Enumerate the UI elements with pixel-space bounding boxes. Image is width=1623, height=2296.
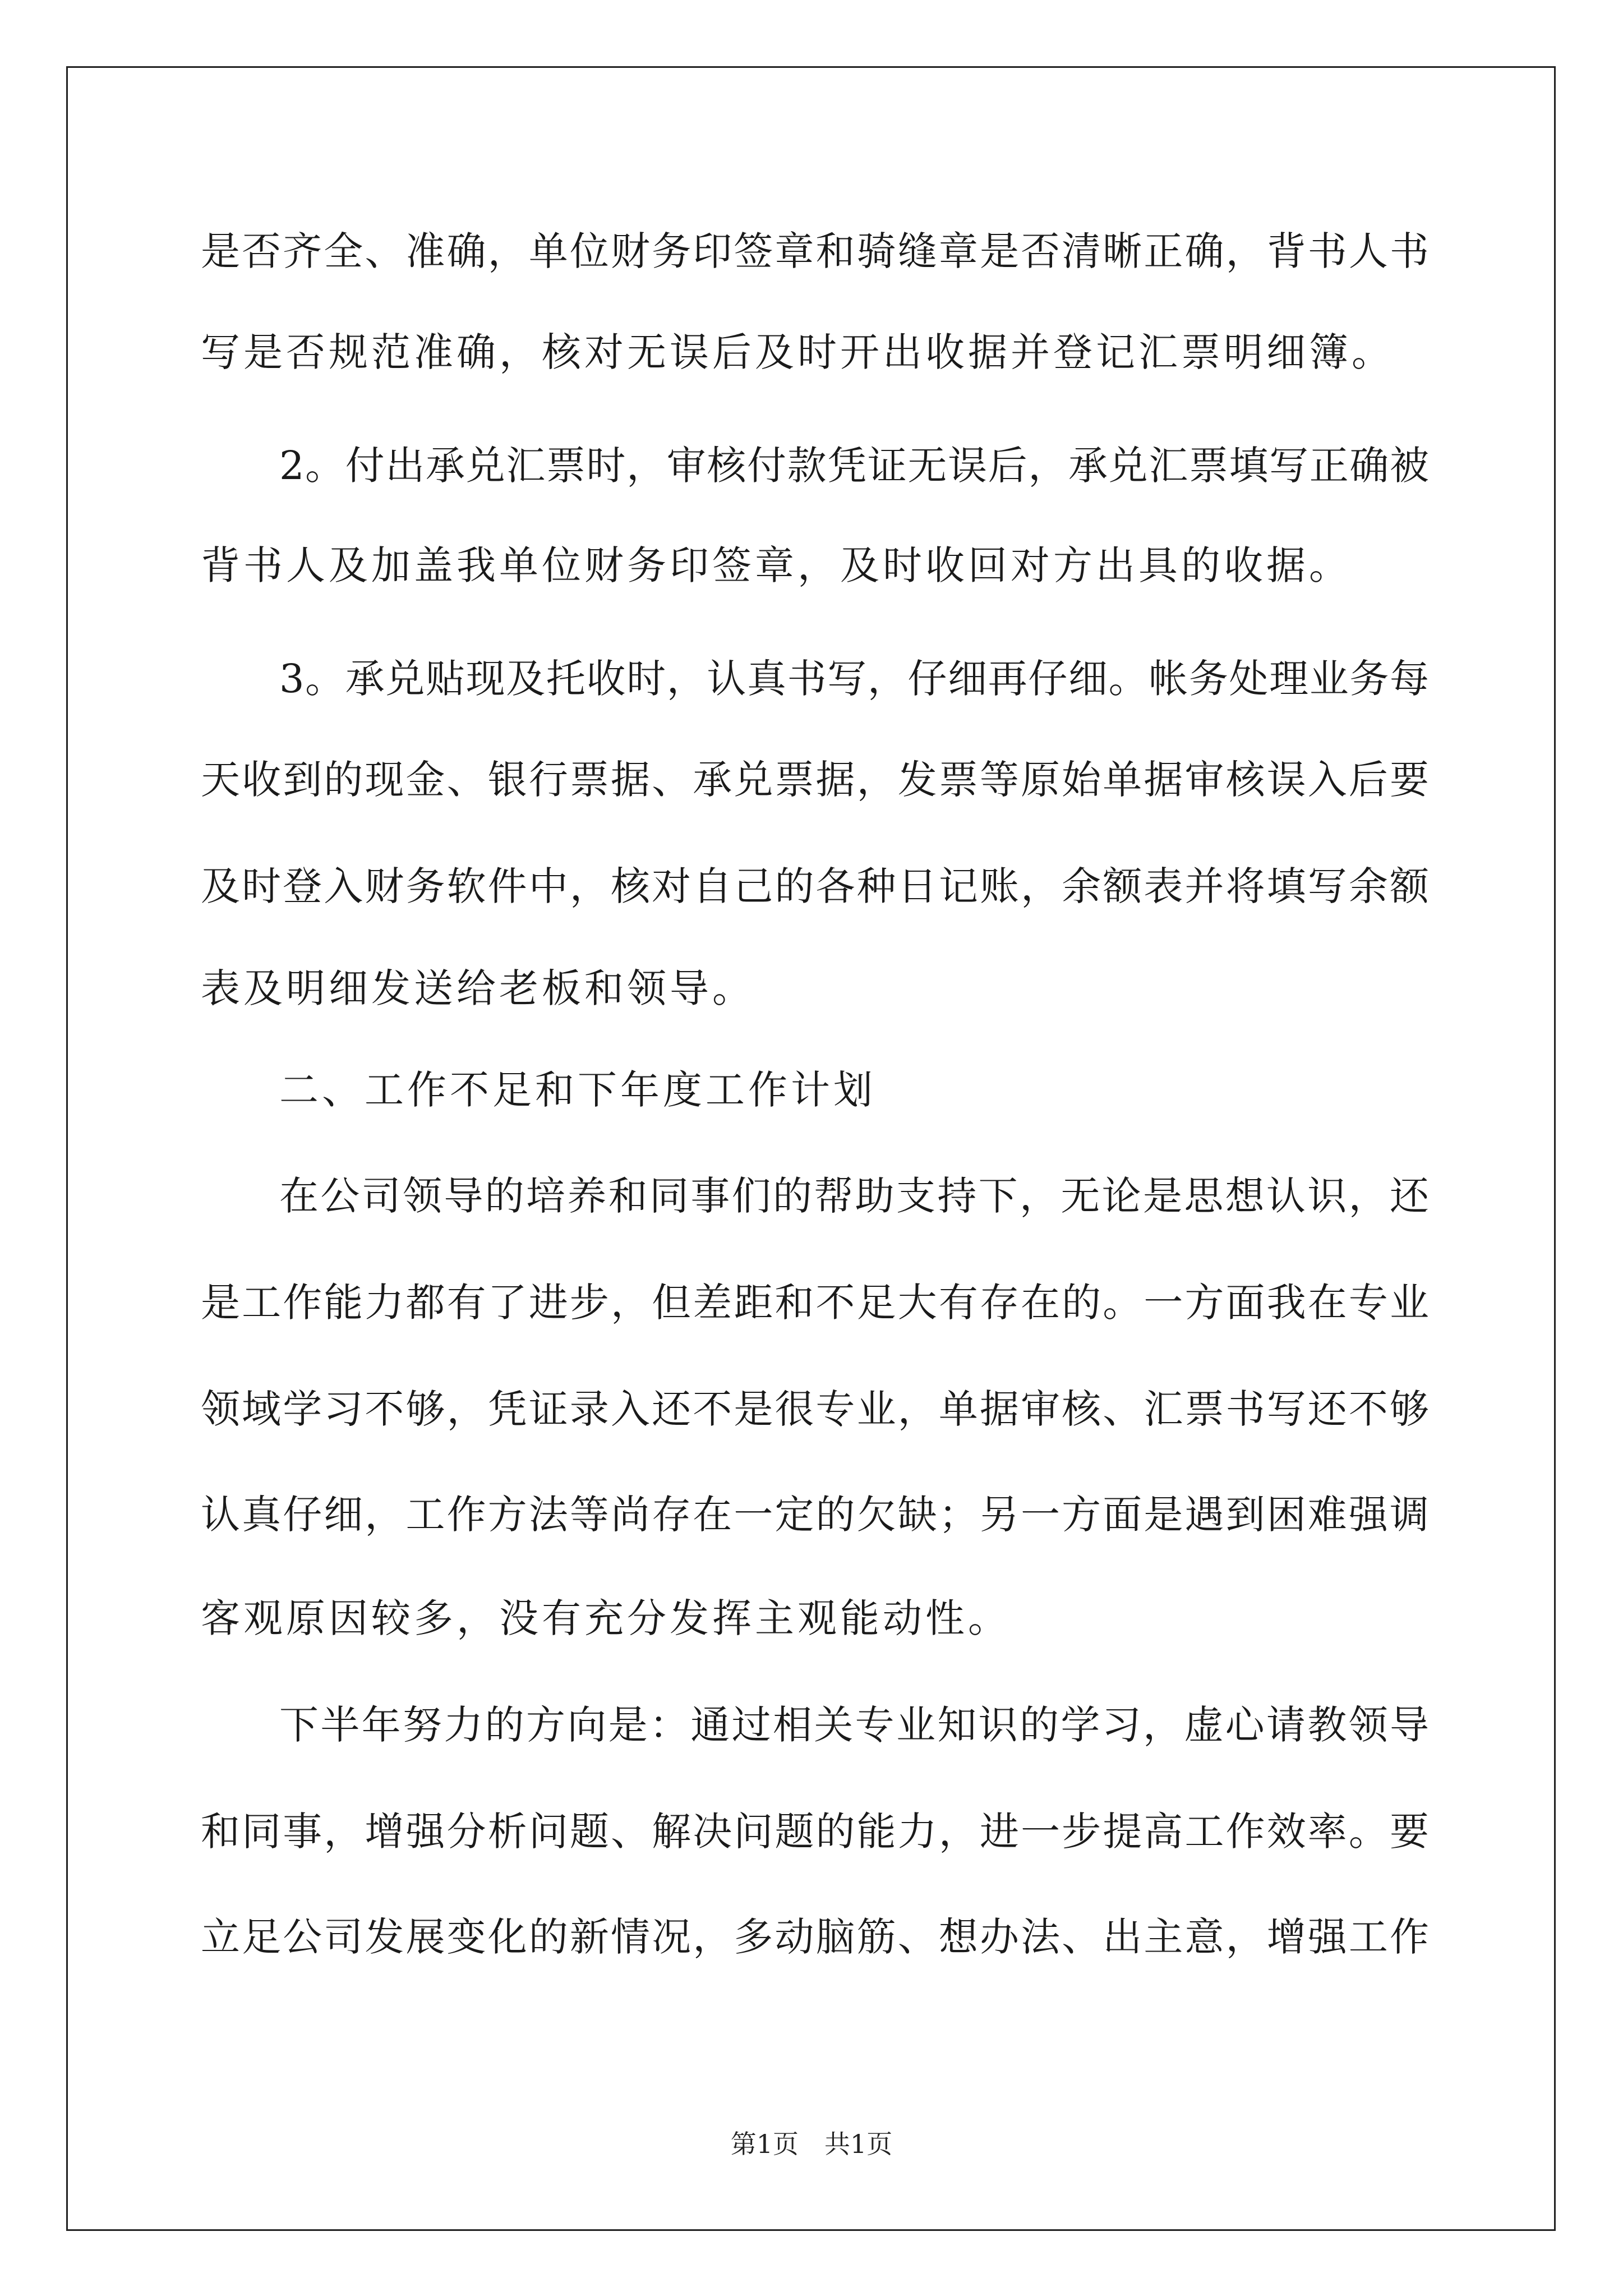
section-heading: 二、工作不足和下年度工作计划 <box>279 1067 876 1113</box>
body-line-4: 背书人及加盖我单位财务印签章，及时收回对方出具的收据。 <box>201 542 1352 588</box>
page-border <box>66 66 1556 2231</box>
body-line-3: 2。付出承兑汇票时，审核付款凭证无误后，承兑汇票填写正确被 <box>279 443 1429 489</box>
body-line-15: 下半年努力的方向是：通过相关专业知识的学习，虚心请教领导 <box>279 1702 1429 1748</box>
body-line-1: 是否齐全、准确，单位财务印签章和骑缝章是否清晰正确，背书人书 <box>201 228 1429 274</box>
body-line-2: 写是否规范准确，核对无误后及时开出收据并登记汇票明细簿。 <box>201 329 1394 375</box>
body-line-12: 领域学习不够，凭证录入还不是很专业，单据审核、汇票书写还不够 <box>201 1386 1429 1432</box>
body-line-14: 客观原因较多，没有充分发挥主观能动性。 <box>201 1595 1011 1641</box>
body-line-6: 天收到的现金、银行票据、承兑票据，发票等原始单据审核误入后要 <box>201 757 1429 803</box>
page-footer: 第1页 共1页 <box>730 2129 893 2159</box>
body-line-5: 3。承兑贴现及托收时，认真书写，仔细再仔细。帐务处理业务每 <box>279 656 1429 702</box>
body-line-7: 及时登入财务软件中，核对自己的各种日记账，余额表并将填写余额 <box>201 863 1429 909</box>
body-line-10: 在公司领导的培养和同事们的帮助支持下，无论是思想认识，还 <box>279 1173 1429 1219</box>
body-line-16: 和同事，增强分析问题、解决问题的能力，进一步提高工作效率。要 <box>201 1809 1429 1855</box>
body-line-17: 立足公司发展变化的新情况，多动脑筋、想办法、出主意，增强工作 <box>201 1914 1429 1960</box>
body-line-11: 是工作能力都有了进步，但差距和不足大有存在的。一方面我在专业 <box>201 1280 1429 1326</box>
body-line-8: 表及明细发送给老板和领导。 <box>201 965 755 1011</box>
body-line-13: 认真仔细，工作方法等尚存在一定的欠缺；另一方面是遇到困难强调 <box>201 1492 1429 1538</box>
